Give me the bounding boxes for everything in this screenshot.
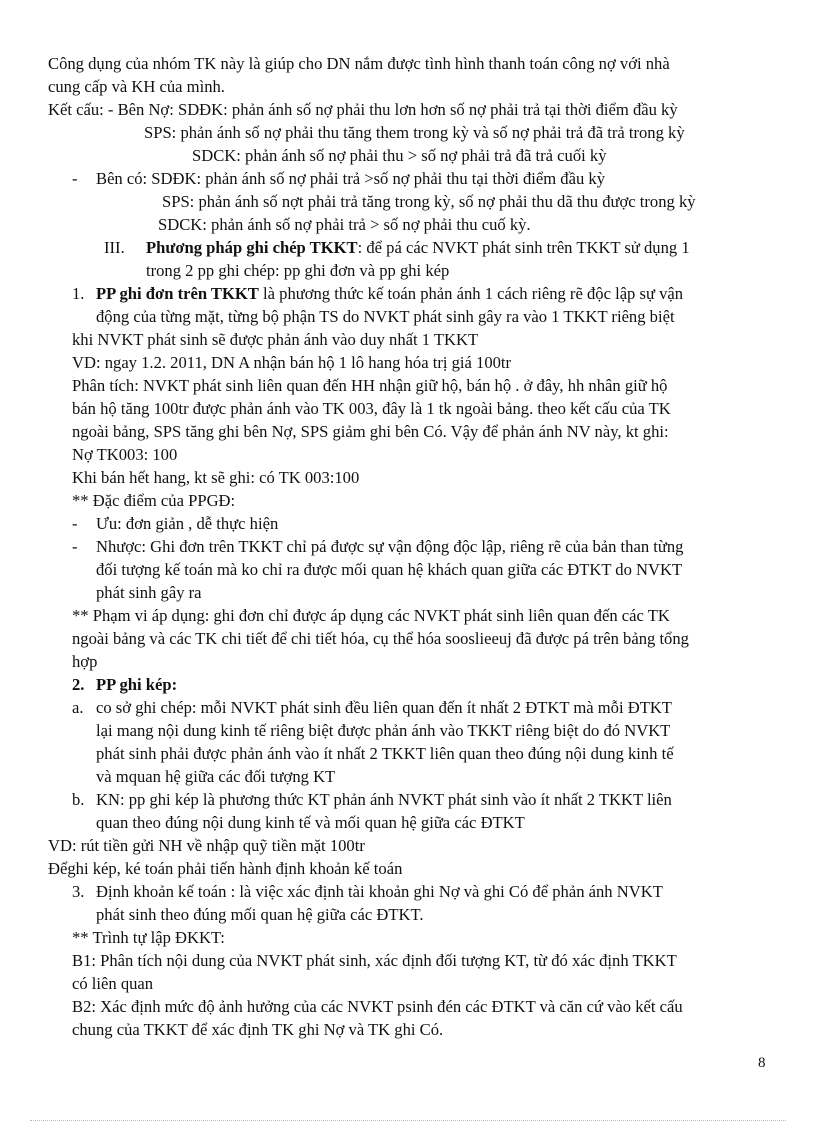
text-line: Nhược: Ghi đơn trên TKKT chỉ pá được sự vận động độc lập, riêng rẽ của bản than từng xyxy=(96,537,684,556)
text-line: ngoài bảng và các TK chi tiết để chi tiết hóa, cụ thể hóa sooslieeuj đã được pá trên bảng tổng xyxy=(72,629,689,648)
text-line: Công dụng của nhóm TK này là giúp cho DN nắm được tình hình thanh toán công nợ với nhà xyxy=(48,54,670,73)
text-line: VD: ngay 1.2. 2011, DN A nhận bán hộ 1 lô hang hóa trị giá 100tr xyxy=(72,353,512,372)
text-line: Bên có: SDĐK: phản ánh số nợ phải trả >số nợ phải thu tại thời điểm đầu kỳ xyxy=(96,169,605,188)
text-line: phát sinh theo đúng mối quan hệ giữa các ĐTKT. xyxy=(96,905,424,924)
subheading: PP ghi đơn trên TKKT xyxy=(96,284,259,303)
text-line: SPS: phản ánh số nợ phải thu tăng them trong kỳ và số nợ phải trả đã trả trong kỳ xyxy=(144,123,685,142)
text-line: và mquan hệ giữa các đối tượng KT xyxy=(96,767,336,786)
text-line: ngoài bảng, SPS tăng ghi bên Nợ, SPS giảm ghi bên Có. Vậy để phản ánh NV này, kt ghi: xyxy=(72,422,669,441)
section-heading: Phương pháp ghi chép TKKT xyxy=(146,238,358,257)
text-line: KN: pp ghi kép là phương thức KT phản ánh NVKT phát sinh vào ít nhất 2 TKKT liên xyxy=(96,790,672,809)
text-line: Khi bán hết hang, kt sẽ ghi: có TK 003:100 xyxy=(72,468,360,487)
text-line: Nợ TK003: 100 xyxy=(72,445,178,464)
heading-line xyxy=(96,283,683,306)
list-number: 3. xyxy=(72,882,85,901)
list-letter: a. xyxy=(72,698,84,717)
text-line: Định khoản kế toán : là việc xác định tài khoản ghi Nợ và ghi Có để phản ánh NVKT xyxy=(96,882,663,901)
text-line: bán hộ tăng 100tr được phản ánh vào TK 003, đây là 1 tk ngoài bảng. theo kết cấu của TK xyxy=(72,399,671,418)
list-number: 1. xyxy=(72,284,85,303)
text-line: Phân tích: NVKT phát sinh liên quan đến HH nhận giữ hộ, bán hộ . ở đây, hh nhân giữ hộ xyxy=(72,376,668,395)
text-line: hợp xyxy=(72,652,98,671)
text-line: chung của TKKT để xác định TK ghi Nợ và TK ghi Có. xyxy=(72,1020,444,1039)
text-line: có liên quan xyxy=(72,974,154,993)
text-line: động của từng mặt, từng bộ phận TS do NVKT phát sinh gây ra vào 1 TKKT riêng biệt xyxy=(96,307,675,326)
text-line: trong 2 pp ghi chép: pp ghi đơn và pp ghi kép xyxy=(146,261,450,280)
text-line: ** Phạm vi áp dụng: ghi đơn chỉ được áp dụng các NVKT phát sinh liên quan đến các TK xyxy=(72,606,670,625)
text-line: cung cấp và KH của mình. xyxy=(48,77,225,96)
text-line: quan theo đúng nội dung kinh tế và mối quan hệ giữa các ĐTKT xyxy=(96,813,525,832)
text-line: ** Trình tự lập ĐKKT: xyxy=(72,928,225,947)
text-line: phát sinh gây ra xyxy=(96,583,202,602)
text-line: SDCK: phản ánh số nợ phải trả > số nợ phải thu cuố kỳ. xyxy=(158,215,531,234)
text-line: SDCK: phản ánh số nợ phải thu > số nợ phải trả đã trả cuối kỳ xyxy=(192,146,607,165)
text-line: đối tượng kế toán mà ko chỉ ra được mối quan hệ khách quan giữa các ĐTKT do NVKT xyxy=(96,560,683,579)
text-line: Đểghi kép, ké toán phải tiến hành định khoản kế toán xyxy=(48,859,403,878)
footer-divider xyxy=(30,1120,786,1121)
list-number: 2. xyxy=(72,675,85,694)
list-dash: - xyxy=(72,514,78,533)
text-line: lại mang nội dung kinh tế riêng biệt được phản ánh vào TKKT riêng biệt do đó NVKT xyxy=(96,721,671,740)
text-line: khi NVKT phát sinh sẽ được phản ánh vào duy nhất 1 TKKT xyxy=(72,330,479,349)
text-line: phát sinh phải được phản ánh vào ít nhất 2 TKKT liên quan theo đúng nội dung kinh tế xyxy=(96,744,674,763)
section-number: III. xyxy=(104,238,125,257)
text-line: Ưu: đơn giản , dễ thực hiện xyxy=(96,514,279,533)
text-line: co sở ghi chép: mỗi NVKT phát sinh đều liên quan đến ít nhất 2 ĐTKT mà mỗi ĐTKT xyxy=(96,698,672,717)
text-line: Kết cấu: - Bên Nợ: SDĐK: phản ánh số nợ phải thu lơn hơn số nợ phải trả tại thời điểm đầu kỳ xyxy=(48,100,678,119)
text-line: VD: rút tiền gửi NH về nhập quỹ tiền mặt 100tr xyxy=(48,836,365,855)
list-dash: - xyxy=(72,169,78,188)
section-heading-rest: : để pá các NVKT phát sinh trên TKKT sử dụng 1 xyxy=(357,238,690,257)
subheading: PP ghi kép: xyxy=(96,675,178,694)
list-letter: b. xyxy=(72,790,85,809)
list-dash: - xyxy=(72,537,78,556)
text-line: ** Đặc điểm của PPGĐ: xyxy=(72,491,236,510)
subheading-rest: là phương thức kế toán phản ánh 1 cách riêng rẽ độc lập sự vận xyxy=(258,284,684,303)
text-line: SPS: phản ánh số nợt phải trả tăng trong kỳ, số nợ phải thu dã thu được trong kỳ xyxy=(162,192,696,211)
text-line: B1: Phân tích nội dung của NVKT phát sinh, xác định đối tượng KT, từ đó xác định TKKT xyxy=(72,951,677,970)
text-line: B2: Xác định mức độ ảnh hưởng của các NVKT psinh đén các ĐTKT và căn cứ vào kết cấu xyxy=(72,997,683,1016)
section-heading-line xyxy=(146,237,690,260)
page-number: 8 xyxy=(758,1055,766,1071)
